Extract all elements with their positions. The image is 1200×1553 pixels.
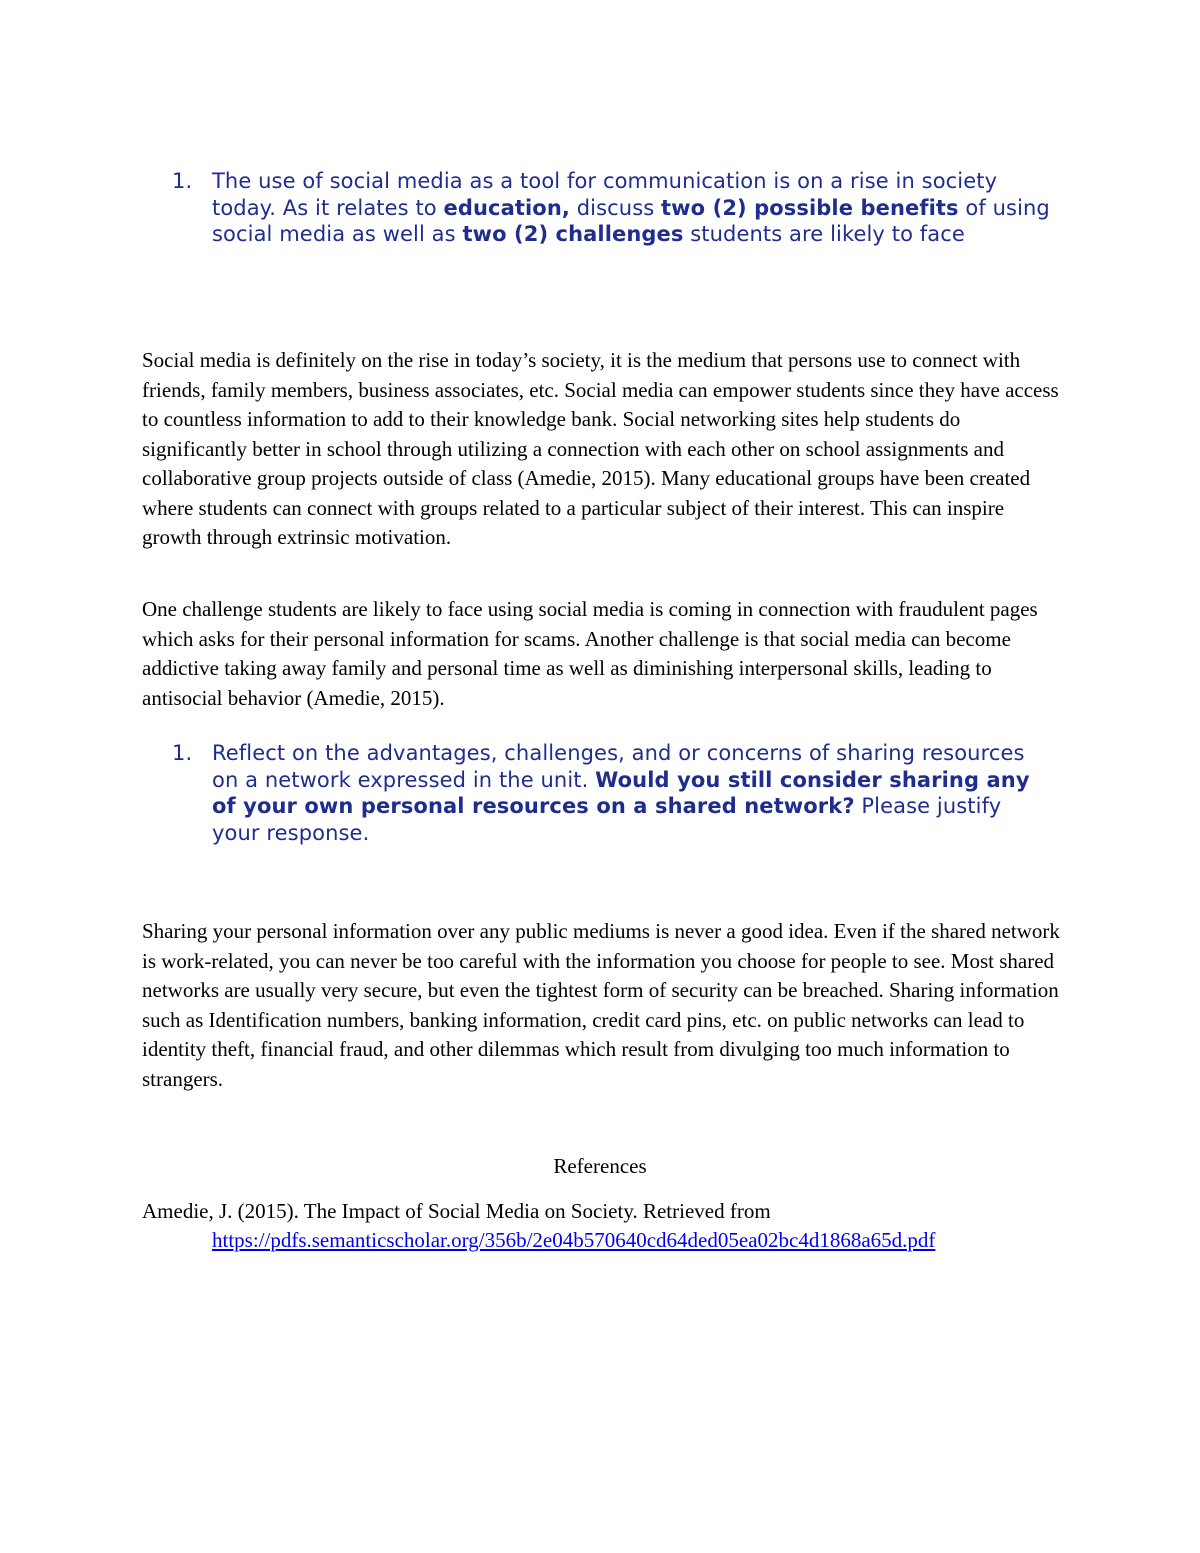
question-1-part: The use of social media as a tool for communication is on a rise in society today. As it relates to (212, 169, 998, 220)
references-heading: References (553, 1154, 647, 1178)
answer-2-paragraph: Sharing your personal information over any public mediums is never a good idea. Even if the shared network is work-related, you can never be too careful with the information you choose for people to see. Most shared networks are usually very secure, but even the tightest form of security can be breached. Sharing information such as Identification numbers, banking information, credit card pins, etc. on public networks can lead to identity theft, financial fraud, and other dilemmas which result from divulging too much information to strangers. (142, 919, 1060, 1091)
question-2-bold: Would you still consider sharing any of your own personal resources on a shared network? (212, 767, 1030, 818)
question-2-part: Please justify your response. (212, 794, 1002, 845)
reference-url-link[interactable]: https://pdfs.semanticscholar.org/356b/2e04b570640cd64ded05ea02bc4d1868a65d.pdf (212, 1228, 936, 1252)
question-1-text (212, 168, 1052, 248)
answer-1-paragraph-1: Social media is definitely on the rise in today’s society, it is the medium that persons use to connect with friends, family members, business associates, etc. Social media can empower students since they have access to countless information to add to their knowledge bank. Social networking sites help students do significantly better in school through utilizing a connection with each other on school assignments and collaborative group projects outside of class (Amedie, 2015). Many educational groups have been created where students can connect with groups related to a particular subject of their interest. This can inspire growth through extrinsic motivation. (142, 348, 1059, 549)
reference-entry: Amedie, J. (2015). The Impact of Social Media on Society. Retrieved from (142, 1199, 771, 1223)
question-2-text (212, 740, 1052, 846)
question-1-part: students are likely to face (683, 222, 965, 246)
question-1-part: discuss (569, 195, 662, 220)
question-2-number: 1. (172, 741, 193, 765)
question-2-part: Reflect on the advantages, challenges, and or concerns of sharing resources on a network expressed in the unit. (212, 741, 1025, 792)
question-1-bold: education, (443, 195, 570, 220)
question-1-number: 1. (172, 169, 193, 193)
answer-1-paragraph-2: One challenge students are likely to face using social media is coming in connection with fraudulent pages which asks for their personal information for scams. Another challenge is that social media can become addictive taking away family and personal time as well as diminishing interpersonal skills, leading to antisocial behavior (Amedie, 2015). (142, 597, 1038, 710)
question-1-part: of using social media as well as (212, 195, 1050, 246)
question-1-bold: two (2) possible benefits (661, 195, 959, 220)
question-1-bold: two (2) challenges (462, 222, 684, 246)
